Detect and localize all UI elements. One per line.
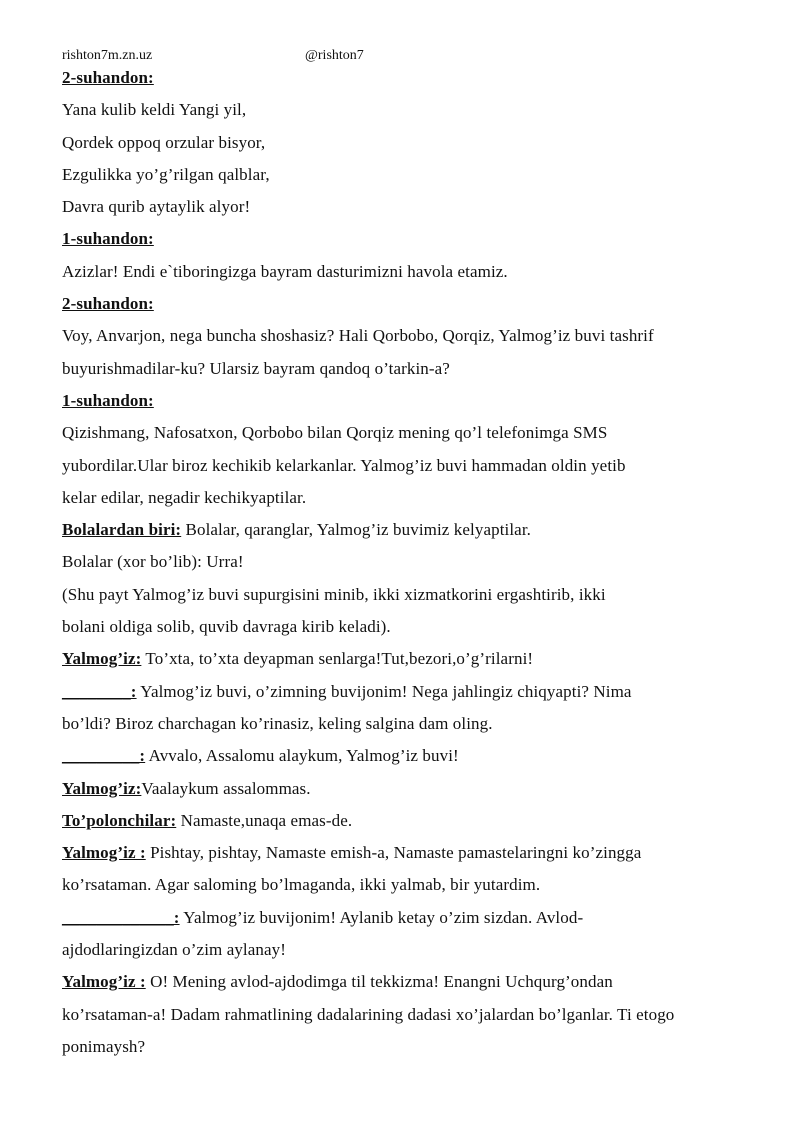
dialogue-line — [62, 805, 752, 837]
speaker-heading: 1-suhandon: — [62, 229, 154, 249]
text-line: ajdodlaringizdan o’zim aylanay! — [62, 940, 287, 960]
dialogue-text: O! Mening avlod-ajdodimga til tekkizma! Enangni Uchqurg’ondan — [145, 972, 613, 992]
text-line: ko’rsataman. Agar saloming bo’lmaganda, ikki yalmab, bir yutardim. — [62, 875, 541, 895]
dialogue-text: Pishtay, pishtay, Namaste emish-a, Namaste pamastelaringni ko’zingga — [145, 843, 642, 863]
header-site: rishton7m.zn.uz — [62, 48, 153, 63]
text-line: bo’ldi? Biroz charchagan ko’rinasiz, keling salgina dam oling. — [62, 713, 493, 733]
speaker-blank: _________: — [62, 746, 146, 766]
dialogue-text: Avvalo, Assalomu alaykum, Yalmog’iz buvi! — [145, 746, 459, 766]
speaker-label: Yalmog’iz: — [62, 649, 142, 669]
dialogue-text: Bolalar, qaranglar, Yalmog’iz buvimiz kelyaptilar. — [181, 520, 531, 540]
speaker-blank: _____________: — [62, 907, 180, 927]
dialogue-text: Vaalaykum assalommas. — [141, 778, 311, 798]
speaker-heading: 2-suhandon: — [62, 68, 154, 87]
dialogue-text: Yalmog’iz buvi, o’zimning buvijonim! Nega jahlingiz chiqyapti? Nima — [136, 681, 632, 701]
dialogue-line — [62, 773, 752, 805]
speaker-label: Yalmog’iz: — [62, 778, 142, 798]
poem-line: Davra qurib aytaylik alyor! — [62, 197, 251, 217]
text-line: kelar edilar, negadir kechikyaptilar. — [62, 487, 307, 507]
text-line: (Shu payt Yalmog’iz buvi supurgisini minib, ikki xizmatkorini ergashtirib, ikki — [62, 584, 606, 604]
header-handle: @rishton7 — [305, 48, 364, 63]
speaker-blank: ________: — [62, 681, 137, 701]
dialogue-line — [62, 740, 752, 772]
dialogue-line — [62, 902, 752, 934]
speaker-label: Yalmog’iz : — [62, 843, 146, 863]
dialogue-line — [62, 643, 752, 675]
text-line: bolani oldiga solib, quvib davraga kirib keladi). — [62, 617, 391, 637]
dialogue-text: Yalmog’iz buvijonim! Aylanib ketay o’zim sizdan. Avlod- — [179, 907, 584, 927]
text-line: Voy, Anvarjon, nega buncha shoshasiz? Hali Qorbobo, Qorqiz, Yalmog’iz buvi tashrif — [62, 326, 654, 346]
dialogue-line — [62, 837, 752, 869]
poem-line: Yana kulib keldi Yangi yil, — [62, 100, 247, 120]
speaker-label: Bolalardan biri: — [62, 520, 182, 540]
text-line: buyurishmadilar-ku? Ularsiz bayram qandoq o’tarkin-a? — [62, 358, 450, 378]
poem-line: Qordek oppoq orzular bisyor, — [62, 132, 266, 152]
dialogue-text: To’xta, to’xta deyapman senlarga!Tut,bezori,o’g’rilarni! — [141, 649, 534, 669]
speaker-heading: 1-suhandon: — [62, 390, 154, 410]
dialogue-text: Namaste,unaqa emas-de. — [176, 810, 353, 830]
text-line: Azizlar! Endi e`tiboringizga bayram dasturimizni havola etamiz. — [62, 261, 508, 281]
dialogue-line — [62, 966, 752, 998]
text-line: Qizishmang, Nafosatxon, Qorbobo bilan Qorqiz mening qo’l telefonimga SMS — [62, 423, 608, 443]
poem-line: Ezgulikka yo’g’rilgan qalblar, — [62, 164, 270, 184]
text-line: yubordilar.Ular biroz kechikib kelarkanlar. Yalmog’iz buvi hammadan oldin yetib — [62, 455, 626, 475]
text-line: Bolalar (xor bo’lib): Urra! — [62, 552, 244, 572]
document-body — [62, 62, 752, 1063]
speaker-label: Yalmog’iz : — [62, 972, 146, 992]
text-line: ponimaysh? — [62, 1036, 146, 1056]
speaker-heading: 2-suhandon: — [62, 294, 154, 314]
dialogue-line — [62, 514, 752, 546]
speaker-label: To’polonchilar: — [62, 810, 177, 830]
dialogue-line — [62, 676, 752, 708]
text-line: ko’rsataman-a! Dadam rahmatlining dadalarining dadasi xo’jalardan bo’lganlar. Ti etogo — [62, 1004, 675, 1024]
